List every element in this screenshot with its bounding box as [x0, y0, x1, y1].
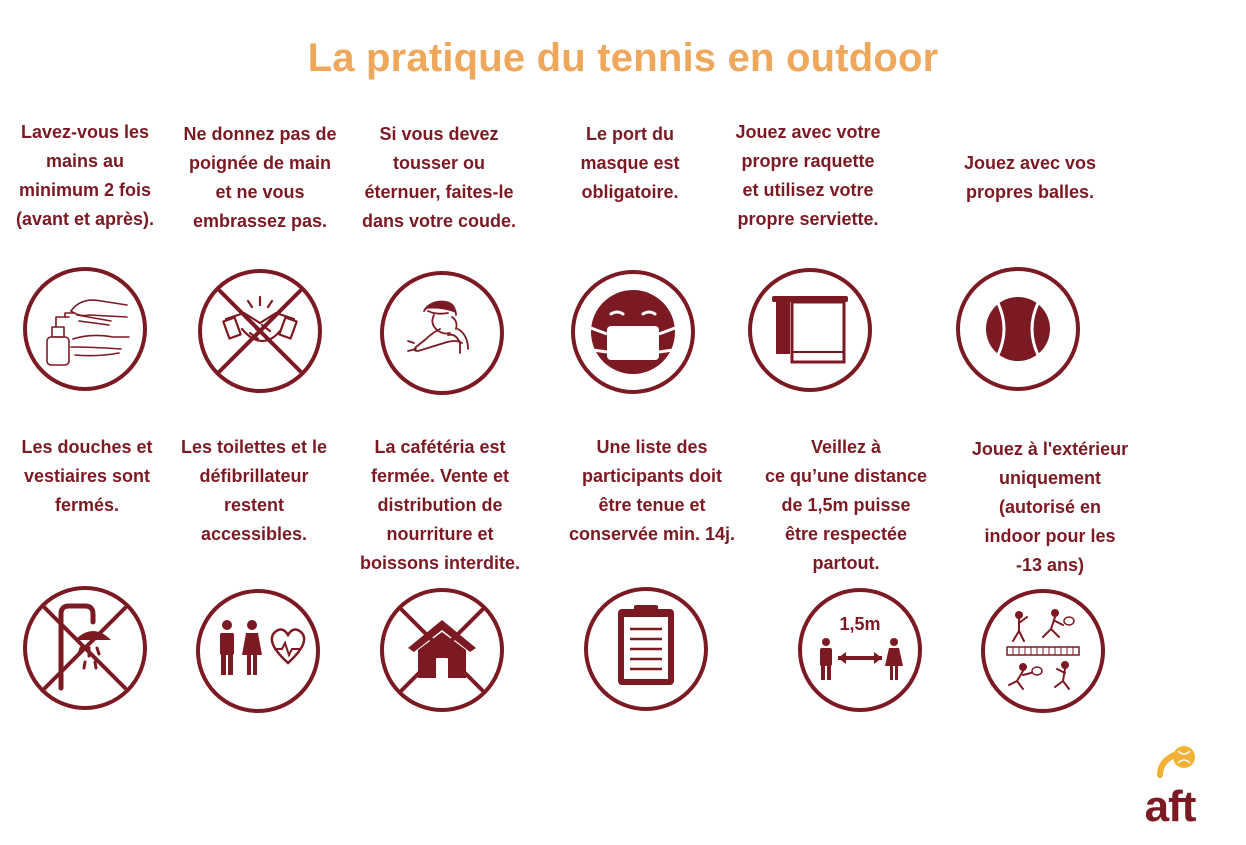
caption-cough-elbow: Si vous devez tousser ou éternuer, faites-le dans votre coude.	[361, 124, 517, 231]
no-cafeteria-icon	[378, 586, 506, 714]
caption-participant-list: Une liste des participants doit être tenue et conservée min. 14j.	[568, 437, 736, 544]
toilets-defibrillator-icon	[194, 587, 322, 715]
face-mask-icon	[569, 268, 697, 396]
no-shower-icon	[21, 584, 149, 712]
aft-logo	[1124, 745, 1216, 829]
hand-wash-icon	[21, 265, 149, 393]
caption-cafeteria-closed: La cafétéria est fermée. Vente et distribution de nourriture et boissons interdite.	[359, 437, 521, 573]
caption-showers-closed: Les douches et vestiaires sont fermés.	[21, 437, 153, 515]
cough-elbow-icon	[378, 269, 506, 397]
caption-no-handshake: Ne donnez pas de poignée de main et ne vous embrassez pas.	[183, 124, 337, 231]
caption-mask: Le port du masque est obligatoire.	[580, 124, 680, 202]
page-title: La pratique du tennis en outdoor	[307, 36, 939, 80]
caption-wash-hands: Lavez-vous les mains au minimum 2 fois (avant et après).	[15, 122, 155, 229]
tennis-ball-icon	[954, 265, 1082, 393]
caption-outdoor-only: Jouez à l'extérieur uniquement (autorisé en indoor pour les -13 ans)	[971, 439, 1129, 575]
clipboard-icon	[582, 585, 710, 713]
no-handshake-icon	[196, 267, 324, 395]
logo-text: aft	[1144, 782, 1196, 829]
towel-icon	[746, 266, 874, 394]
caption-toilets-open: Les toilettes et le défibrillateur restent accessibles.	[180, 437, 328, 544]
tennis-players-icon	[979, 587, 1107, 715]
caption-distance: Veillez à ce qu’une distance de 1,5m puisse être respectée partout.	[764, 437, 928, 573]
social-distance-icon	[796, 586, 924, 714]
caption-own-racket: Jouez avec votre propre raquette et utilisez votre propre serviette.	[735, 122, 881, 229]
distance-label: 1,5m	[839, 614, 881, 634]
caption-own-balls: Jouez avec vos propres balles.	[963, 153, 1097, 202]
